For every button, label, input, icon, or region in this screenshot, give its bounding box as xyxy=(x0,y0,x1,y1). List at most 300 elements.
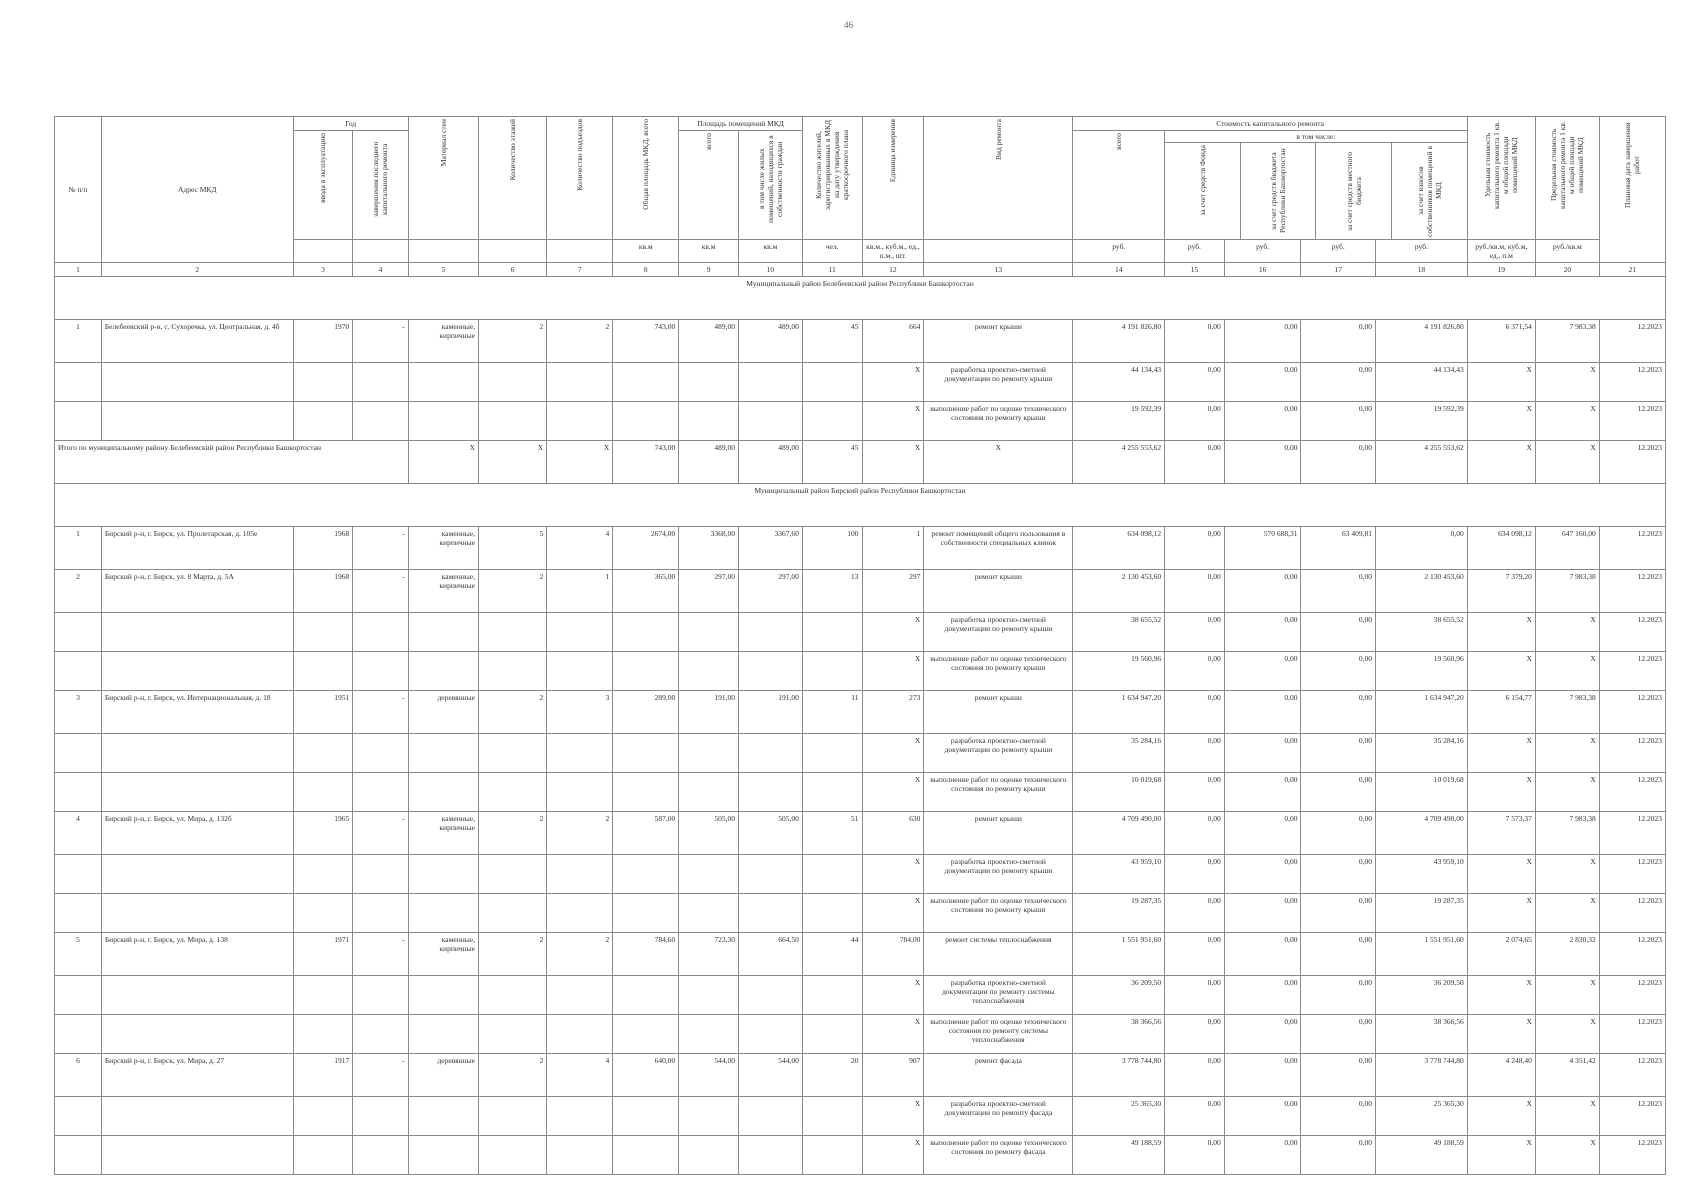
cell-unitcost: 4 248,40 xyxy=(1467,1054,1535,1097)
cell-wall: каменные, кирпичные xyxy=(408,320,478,363)
cell-entr: 3 xyxy=(547,691,613,734)
cell-qty: X xyxy=(862,363,924,402)
total-unitcost: X xyxy=(1467,441,1535,484)
cell-year: 1971 xyxy=(293,933,353,976)
cell-address: Бирский р-н, г. Бирск, ул. 8 Марта, д. 5А xyxy=(101,570,293,613)
total-kind: X xyxy=(924,441,1073,484)
cell-area: 365,00 xyxy=(613,570,679,613)
unit-cell: кв.м xyxy=(738,240,802,263)
empty-cell xyxy=(293,855,353,894)
empty-cell xyxy=(101,773,293,812)
total-prem: 489,00 xyxy=(679,441,739,484)
cell-fund: 0,00 xyxy=(1165,976,1225,1015)
cell-rb: 0,00 xyxy=(1224,613,1301,652)
cell-area: 289,00 xyxy=(613,691,679,734)
empty-cell xyxy=(479,1015,547,1054)
municipality-title: Муниципальный район Белебеевский район Республики Башкортостан xyxy=(55,277,1666,320)
unit-cell: чел. xyxy=(802,240,862,263)
cell-limit: 647 160,00 xyxy=(1535,527,1599,570)
total-entr: X xyxy=(547,441,613,484)
cell-no: 6 xyxy=(55,1054,102,1097)
empty-cell xyxy=(408,1136,478,1175)
column-number: 15 xyxy=(1165,263,1225,277)
empty-cell xyxy=(55,613,102,652)
cell-rb: 0,00 xyxy=(1224,812,1301,855)
cell-unitcost: 2 074,65 xyxy=(1467,933,1535,976)
cell-unitcost: 634 098,12 xyxy=(1467,527,1535,570)
header-year-last-repair: завершения последнего капитального ремонта xyxy=(353,131,408,240)
empty-cell xyxy=(293,976,353,1015)
empty-cell xyxy=(679,976,739,1015)
cell-date: 12.2023 xyxy=(1599,894,1665,933)
empty-cell xyxy=(679,855,739,894)
cell-owners: 2 130 453,60 xyxy=(1376,570,1468,613)
table-row xyxy=(55,320,1666,363)
municipality-title: Муниципальный район Бирский район Республики Башкортостан xyxy=(55,484,1666,527)
cell-qty: X xyxy=(862,976,924,1015)
empty-cell xyxy=(679,402,739,441)
empty-cell xyxy=(679,1136,739,1175)
cell-local: 0,00 xyxy=(1301,363,1376,402)
cell-area: 587,00 xyxy=(613,812,679,855)
cell-last: - xyxy=(353,812,408,855)
cell-kind: ремонт крыши xyxy=(924,812,1073,855)
unit-cell xyxy=(479,240,547,263)
empty-cell xyxy=(802,363,862,402)
column-number: 12 xyxy=(862,263,924,277)
header-incl-group: в том числе: за счет средств Фонда за счет средств бюджета Республики Башкортостан за счет средств местного бюджета за счет взносов собственников помещений в МКД xyxy=(1165,131,1468,240)
cell-fund: 0,00 xyxy=(1165,894,1225,933)
empty-cell xyxy=(353,652,408,691)
empty-cell xyxy=(479,363,547,402)
cell-limit: 2 830,32 xyxy=(1535,933,1599,976)
empty-cell xyxy=(408,652,478,691)
cell-last: - xyxy=(353,320,408,363)
cell-rb: 0,00 xyxy=(1224,894,1301,933)
cell-prem_cit: 664,50 xyxy=(738,933,802,976)
cell-qty: X xyxy=(862,734,924,773)
cell-limit: 4 351,42 xyxy=(1535,1054,1599,1097)
cell-local: 0,00 xyxy=(1301,691,1376,734)
empty-cell xyxy=(613,894,679,933)
column-number: 20 xyxy=(1535,263,1599,277)
cell-kind: выполнение работ по оценке технического состояния по ремонту системы теплоснабжения xyxy=(924,1015,1073,1054)
cell-total: 19 287,35 xyxy=(1073,894,1165,933)
cell-kind: разработка проектно-сметной документации по ремонту крыши xyxy=(924,734,1073,773)
header-residents: Количество жителей, зарегистрированных в МКД на дату утверждения краткосрочного плана xyxy=(802,117,862,240)
header-owners: за счет взносов собственников помещений в МКД xyxy=(1415,145,1443,237)
header-fund: за счет средств Фонда xyxy=(1165,143,1240,239)
cell-rb: 0,00 xyxy=(1224,773,1301,812)
total-floors: X xyxy=(479,441,547,484)
empty-cell xyxy=(101,894,293,933)
empty-cell xyxy=(679,894,739,933)
empty-cell xyxy=(738,734,802,773)
empty-cell xyxy=(55,402,102,441)
total-local: 0,00 xyxy=(1301,441,1376,484)
cell-owners: 4 191 826,80 xyxy=(1376,320,1468,363)
column-number: 8 xyxy=(613,263,679,277)
cell-date: 12.2023 xyxy=(1599,527,1665,570)
cell-rb: 570 688,31 xyxy=(1224,527,1301,570)
unit-cell xyxy=(353,240,408,263)
units-row xyxy=(55,240,1666,263)
cell-owners: 1 551 951,60 xyxy=(1376,933,1468,976)
cell-local: 0,00 xyxy=(1301,855,1376,894)
cell-rb: 0,00 xyxy=(1224,933,1301,976)
cell-prem: 544,00 xyxy=(679,1054,739,1097)
empty-cell xyxy=(293,773,353,812)
cell-date: 12.2023 xyxy=(1599,402,1665,441)
cell-date: 12.2023 xyxy=(1599,363,1665,402)
cell-last: - xyxy=(353,933,408,976)
cell-qty: 1 xyxy=(862,527,924,570)
cell-total: 19 560,96 xyxy=(1073,652,1165,691)
cell-fund: 0,00 xyxy=(1165,1136,1225,1175)
cell-floors: 2 xyxy=(479,691,547,734)
cell-fund: 0,00 xyxy=(1165,773,1225,812)
cell-limit: X xyxy=(1535,1097,1599,1136)
table-row xyxy=(55,933,1666,976)
empty-cell xyxy=(613,734,679,773)
total-prem_cit: 489,00 xyxy=(738,441,802,484)
total-qty: X xyxy=(862,441,924,484)
column-number: 9 xyxy=(679,263,739,277)
cell-limit: X xyxy=(1535,1136,1599,1175)
cell-kind: разработка проектно-сметной документации по ремонту крыши xyxy=(924,855,1073,894)
cell-total: 38 655,52 xyxy=(1073,613,1165,652)
cell-kind: выполнение работ по оценке технического состояния по ремонту крыши xyxy=(924,652,1073,691)
cell-owners: 38 366,56 xyxy=(1376,1015,1468,1054)
column-number: 16 xyxy=(1224,263,1301,277)
cell-unitcost: X xyxy=(1467,652,1535,691)
cell-fund: 0,00 xyxy=(1165,1015,1225,1054)
cell-qty: X xyxy=(862,1136,924,1175)
empty-cell xyxy=(101,855,293,894)
cell-total: 19 592,39 xyxy=(1073,402,1165,441)
header-address: Адрес МКД xyxy=(101,117,293,263)
empty-cell xyxy=(293,1097,353,1136)
empty-cell xyxy=(408,402,478,441)
cell-wall: каменные, кирпичные xyxy=(408,812,478,855)
cell-fund: 0,00 xyxy=(1165,363,1225,402)
empty-cell xyxy=(802,894,862,933)
table-row xyxy=(55,855,1666,894)
cell-total: 49 188,59 xyxy=(1073,1136,1165,1175)
cell-local: 0,00 xyxy=(1301,933,1376,976)
empty-cell xyxy=(55,734,102,773)
cell-qty: X xyxy=(862,652,924,691)
cell-entr: 4 xyxy=(547,527,613,570)
cell-rb: 0,00 xyxy=(1224,1054,1301,1097)
empty-cell xyxy=(408,363,478,402)
cell-floors: 2 xyxy=(479,1054,547,1097)
cell-fund: 0,00 xyxy=(1165,933,1225,976)
cell-total: 2 130 453,60 xyxy=(1073,570,1165,613)
empty-cell xyxy=(293,1136,353,1175)
cell-date: 12.2023 xyxy=(1599,933,1665,976)
cell-limit: X xyxy=(1535,652,1599,691)
cell-date: 12.2023 xyxy=(1599,773,1665,812)
cell-kind: ремонт крыши xyxy=(924,570,1073,613)
column-number: 19 xyxy=(1467,263,1535,277)
cell-total: 44 134,43 xyxy=(1073,363,1165,402)
cell-kind: ремонт помещений общего пользования в собственности специальных клинок xyxy=(924,527,1073,570)
cell-wall: деревянные xyxy=(408,1054,478,1097)
cell-no: 1 xyxy=(55,527,102,570)
empty-cell xyxy=(479,734,547,773)
cell-address: Бирский р-н, г. Бирск, ул. Мира, д. 138 xyxy=(101,933,293,976)
unit-cell: кв.м xyxy=(679,240,739,263)
cell-limit: 7 983,38 xyxy=(1535,812,1599,855)
table-row xyxy=(55,976,1666,1015)
empty-cell xyxy=(679,773,739,812)
unit-cell: руб. xyxy=(1301,240,1376,263)
total-label: Итого по муниципальному району Белебеевский район Республики Башкортостан xyxy=(55,441,409,484)
cell-local: 0,00 xyxy=(1301,1015,1376,1054)
cell-owners: 38 655,52 xyxy=(1376,613,1468,652)
cell-address: Бирский р-н, г. Бирск, ул. Мира, д. 132б xyxy=(101,812,293,855)
cell-fund: 0,00 xyxy=(1165,320,1225,363)
column-number: 10 xyxy=(738,263,802,277)
empty-cell xyxy=(679,734,739,773)
unit-cell: руб. xyxy=(1073,240,1165,263)
cell-date: 12.2023 xyxy=(1599,976,1665,1015)
header-year-commission: ввода в эксплуатацию xyxy=(293,131,353,240)
repair-plan-table xyxy=(54,116,1666,1175)
cell-limit: X xyxy=(1535,976,1599,1015)
cell-address: Бирский р-н, г. Бирск, ул. Пролетарская, д. 105е xyxy=(101,527,293,570)
cell-owners: 35 284,16 xyxy=(1376,734,1468,773)
empty-cell xyxy=(613,363,679,402)
cell-year: 1970 xyxy=(293,320,353,363)
empty-cell xyxy=(802,855,862,894)
empty-cell xyxy=(408,734,478,773)
cell-owners: 19 592,39 xyxy=(1376,402,1468,441)
column-number: 7 xyxy=(547,263,613,277)
empty-cell xyxy=(293,402,353,441)
empty-cell xyxy=(738,1015,802,1054)
cell-floors: 2 xyxy=(479,812,547,855)
table-body xyxy=(55,277,1666,1175)
header-unit: Единица измерения xyxy=(862,117,924,240)
empty-cell xyxy=(55,1136,102,1175)
empty-cell xyxy=(353,1097,408,1136)
unit-cell xyxy=(293,240,353,263)
cell-fund: 0,00 xyxy=(1165,527,1225,570)
empty-cell xyxy=(802,613,862,652)
total-area: 743,00 xyxy=(613,441,679,484)
cell-prem: 3368,00 xyxy=(679,527,739,570)
unit-cell: руб. xyxy=(1165,240,1225,263)
cell-local: 0,00 xyxy=(1301,894,1376,933)
empty-cell xyxy=(479,652,547,691)
empty-cell xyxy=(738,1136,802,1175)
empty-cell xyxy=(293,652,353,691)
empty-cell xyxy=(547,773,613,812)
cell-entr: 4 xyxy=(547,1054,613,1097)
empty-cell xyxy=(353,613,408,652)
empty-cell xyxy=(408,976,478,1015)
cell-address: Белебеевский р-н, с. Сухоречка, ул. Центральная, д. 4б xyxy=(101,320,293,363)
empty-cell xyxy=(55,773,102,812)
total-date: 12.2023 xyxy=(1599,441,1665,484)
cell-rb: 0,00 xyxy=(1224,402,1301,441)
cell-prem: 297,00 xyxy=(679,570,739,613)
empty-cell xyxy=(55,363,102,402)
empty-cell xyxy=(479,855,547,894)
cell-fund: 0,00 xyxy=(1165,1054,1225,1097)
cell-owners: 3 778 744,80 xyxy=(1376,1054,1468,1097)
total-row xyxy=(55,441,1666,484)
empty-cell xyxy=(738,652,802,691)
cell-area: 2674,00 xyxy=(613,527,679,570)
cell-date: 12.2023 xyxy=(1599,812,1665,855)
column-number: 3 xyxy=(293,263,353,277)
cell-local: 0,00 xyxy=(1301,976,1376,1015)
empty-cell xyxy=(408,613,478,652)
cell-wall: каменные, кирпичные xyxy=(408,933,478,976)
cell-qty: X xyxy=(862,402,924,441)
empty-cell xyxy=(547,652,613,691)
empty-cell xyxy=(547,855,613,894)
empty-cell xyxy=(547,1097,613,1136)
table-row xyxy=(55,1136,1666,1175)
cell-local: 0,00 xyxy=(1301,402,1376,441)
empty-cell xyxy=(353,402,408,441)
empty-cell xyxy=(101,1015,293,1054)
header-limit-cost: Предельная стоимость капитального ремонта 1 кв. м общей площади помещений МКД xyxy=(1535,117,1599,240)
empty-cell xyxy=(613,613,679,652)
cell-no: 1 xyxy=(55,320,102,363)
total-res: 45 xyxy=(802,441,862,484)
table-row xyxy=(55,1015,1666,1054)
cell-unitcost: X xyxy=(1467,773,1535,812)
unit-cell xyxy=(408,240,478,263)
cell-last: - xyxy=(353,570,408,613)
unit-cell xyxy=(547,240,613,263)
cell-no: 3 xyxy=(55,691,102,734)
cell-rb: 0,00 xyxy=(1224,691,1301,734)
empty-cell xyxy=(408,1097,478,1136)
cell-local: 0,00 xyxy=(1301,1097,1376,1136)
empty-cell xyxy=(802,402,862,441)
cell-year: 1951 xyxy=(293,691,353,734)
cell-prem_cit: 3367,60 xyxy=(738,527,802,570)
cell-total: 1 551 951,60 xyxy=(1073,933,1165,976)
empty-cell xyxy=(613,976,679,1015)
empty-cell xyxy=(55,1015,102,1054)
cell-prem: 723,30 xyxy=(679,933,739,976)
cell-rb: 0,00 xyxy=(1224,1097,1301,1136)
cell-date: 12.2023 xyxy=(1599,691,1665,734)
cell-res: 20 xyxy=(802,1054,862,1097)
header-premises-group: Площадь помещений МКД xyxy=(679,117,803,131)
cell-year: 1965 xyxy=(293,812,353,855)
empty-cell xyxy=(547,1015,613,1054)
empty-cell xyxy=(802,1015,862,1054)
column-number: 17 xyxy=(1301,263,1376,277)
cell-area: 743,00 xyxy=(613,320,679,363)
empty-cell xyxy=(802,1136,862,1175)
cell-qty: X xyxy=(862,773,924,812)
empty-cell xyxy=(679,363,739,402)
table-row xyxy=(55,613,1666,652)
empty-cell xyxy=(738,402,802,441)
cell-fund: 0,00 xyxy=(1165,1097,1225,1136)
cell-prem_cit: 297,00 xyxy=(738,570,802,613)
cell-limit: X xyxy=(1535,613,1599,652)
cell-total: 1 634 947,20 xyxy=(1073,691,1165,734)
cell-owners: 10 019,68 xyxy=(1376,773,1468,812)
cell-no: 5 xyxy=(55,933,102,976)
cell-owners: 44 134,43 xyxy=(1376,363,1468,402)
empty-cell xyxy=(55,894,102,933)
cell-owners: 4 709 490,00 xyxy=(1376,812,1468,855)
cell-unitcost: X xyxy=(1467,1015,1535,1054)
total-fund: 0,00 xyxy=(1165,441,1225,484)
empty-cell xyxy=(679,1015,739,1054)
cell-unitcost: X xyxy=(1467,734,1535,773)
cell-qty: 784,00 xyxy=(862,933,924,976)
empty-cell xyxy=(293,894,353,933)
header-no: № п/п xyxy=(55,117,102,263)
empty-cell xyxy=(353,773,408,812)
cell-fund: 0,00 xyxy=(1165,570,1225,613)
empty-cell xyxy=(547,402,613,441)
empty-cell xyxy=(55,976,102,1015)
empty-cell xyxy=(802,734,862,773)
cell-total: 3 778 744,80 xyxy=(1073,1054,1165,1097)
cell-limit: 7 983,38 xyxy=(1535,691,1599,734)
cell-unitcost: X xyxy=(1467,1097,1535,1136)
cell-local: 0,00 xyxy=(1301,773,1376,812)
cell-kind: выполнение работ по оценке технического состояния по ремонту крыши xyxy=(924,773,1073,812)
table-row xyxy=(55,734,1666,773)
cell-local: 0,00 xyxy=(1301,812,1376,855)
empty-cell xyxy=(101,1136,293,1175)
cell-limit: X xyxy=(1535,773,1599,812)
cell-prem: 505,00 xyxy=(679,812,739,855)
cell-owners: 49 188,59 xyxy=(1376,1136,1468,1175)
total-total: 4 255 553,62 xyxy=(1073,441,1165,484)
empty-cell xyxy=(479,773,547,812)
cell-unitcost: X xyxy=(1467,613,1535,652)
total-limit: X xyxy=(1535,441,1599,484)
empty-cell xyxy=(101,613,293,652)
cell-entr: 1 xyxy=(547,570,613,613)
cell-kind: ремонт крыши xyxy=(924,320,1073,363)
cell-fund: 0,00 xyxy=(1165,734,1225,773)
cell-year: 1968 xyxy=(293,527,353,570)
cell-prem: 489,00 xyxy=(679,320,739,363)
empty-cell xyxy=(613,773,679,812)
cell-year: 1917 xyxy=(293,1054,353,1097)
cell-date: 12.2023 xyxy=(1599,855,1665,894)
empty-cell xyxy=(738,363,802,402)
empty-cell xyxy=(353,976,408,1015)
cell-total: 35 284,16 xyxy=(1073,734,1165,773)
header-deadline: Плановая дата завершения работ xyxy=(1599,117,1665,263)
cell-local: 0,00 xyxy=(1301,320,1376,363)
cell-local: 0,00 xyxy=(1301,1136,1376,1175)
cell-local: 0,00 xyxy=(1301,734,1376,773)
table-row xyxy=(55,691,1666,734)
cell-entr: 2 xyxy=(547,812,613,855)
empty-cell xyxy=(293,734,353,773)
table-row xyxy=(55,812,1666,855)
cell-area: 640,00 xyxy=(613,1054,679,1097)
